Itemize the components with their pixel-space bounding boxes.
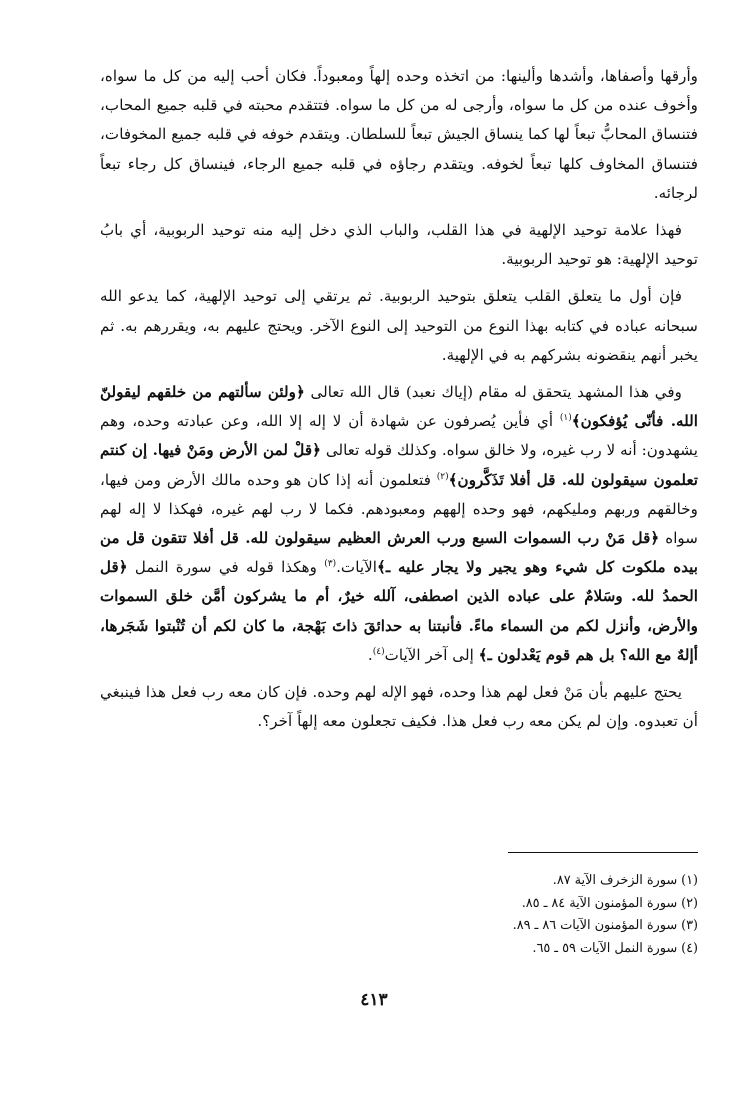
paragraph [100, 678, 698, 736]
page-number: ٤١٣ [360, 990, 388, 1010]
paragraph [100, 282, 698, 370]
paragraph [100, 216, 698, 274]
footnote-reference: (٣) [324, 559, 337, 570]
paragraph [100, 378, 698, 670]
text-run: إلى آخر الآيات [384, 645, 479, 664]
footnote-reference: (٢) [436, 471, 449, 482]
paragraph [100, 62, 698, 208]
footnotes [360, 870, 698, 960]
text-run: . [367, 645, 373, 664]
text-run: وفي هذا المشهد يتحقق له مقام (إياك نعبد) قال الله تعالى [304, 383, 682, 402]
footnote: (٣) سورة المؤمنون الآيات ٨٦ ـ ٨٩. [512, 918, 698, 934]
text-run: أي فأين يُصرفون عن شهادة أن لا إله إلا الله، وعن عبادته وحده، وهم يشهدون: أنه لا رب غيره، ولا خالق سواه. وكذلك قوله تعالى [100, 412, 698, 460]
text-run: وهكذا قوله في سورة النمل [127, 558, 325, 577]
quran-quote: ﴿قلْ لمن الأرض ومَنْ فيها. إن كنتم تعلمون سيقولون لله. قل أفلا تَذَكَّرون﴾ [100, 441, 698, 489]
footnote-separator [508, 852, 698, 853]
text-run: فإن أول ما يتعلق القلب يتعلق بتوحيد الربوبية. ثم يرتقي إلى توحيد الإلهية، كما يدعو الله سبحانه عباده في كتابه بهذا النوع من التوحيد إلى النوع الآخر. ويحتج عليهم به، ويقررهم به. ثم يخبر أنهم ينقضونه بشركهم به في الإلهية. [100, 287, 698, 364]
quran-quote: ﴿ولئن سألتهم من خلقهم ليقولنّ الله. فأنّى يُؤفكون﴾ [100, 383, 698, 431]
text-run: وأرقها وأصفاها، وأشدها وألينها: من اتخذه وحده إلهاً ومعبوداً. فكان أحب إليه من كل ما سواه، وأخوف عنده من كل ما سواه، وأرجى له من كل ما سواه. فتتقدم محبته في قلبه جميع المحاب، فتنساق المحابُّ تبعاً لها كما ينساق الجيش تبعاً للسلطان. ويتقدم خوفه في قلبه جميع المخوفات، فتنساق المخاوف كلها تبعاً لخوفه. ويتقدم رجاؤه في قلبه جميع الرجاء، فينساق كل رجاء تبعاً لرجائه. [100, 67, 698, 202]
body-text [100, 62, 698, 744]
footnote: (٤) سورة النمل الآيات ٥٩ ـ ٦٥. [532, 940, 698, 956]
footnote-reference: (١) [559, 413, 572, 424]
footnote: (١) سورة الزخرف الآية ٨٧. [552, 873, 698, 888]
footnote-reference: (٤) [372, 646, 385, 657]
footnote: (٢) سورة المؤمنون الآية ٨٤ ـ ٨٥. [521, 895, 698, 911]
text-run: فهذا علامة توحيد الإلهية في هذا القلب، والباب الذي دخل إليه منه توحيد الربوبية، أي بابُ توحيد الإلهية: هو توحيد الربوبية. [100, 221, 698, 269]
quran-quote: ﴿قل مَنْ رب السموات السبع ورب العرش العظيم سيقولون لله. قل أفلا تتقون قل من بيده ملكوت كل شيء وهو يجير ولا يجار عليه ـ﴾ [100, 529, 698, 577]
text-run: يحتج عليهم بأن مَنْ فعل لهم هذا وحده، فهو الإله لهم وحده. فإن كان معه رب فعل هذا فينبغي أن تعبدوه. وإن لم يكن معه رب فعل هذا. فكيف تجعلون معه إلهاً آخر؟. [100, 683, 698, 731]
text-run: الآيات. [336, 558, 377, 577]
text-run: فتعلمون أنه إذا كان هو وحده مالك الأرض ومن فيها، وخالقهم وربهم ومليكهم، فهو وحده إلههم ومعبودهم. فكما لا رب لهم غيره، فهكذا لا إله لهم سواه [100, 470, 698, 548]
quran-quote: ﴿قل الحمدُ لله. وسَلامٌ على عباده الذين اصطفى، آلله خيرٌ، أم ما يشركون أمَّن خلق السموات والأرض، وأنزل لكم من السماء ماءً. فأنبتنا به حدائقَ ذاتَ بَهْجة، ما كان لكم أن تُنْبتوا شَجَرها، أإلهٌ مع الله؟ بل هم قوم يَعْدلون ـ﴾ [100, 558, 698, 664]
